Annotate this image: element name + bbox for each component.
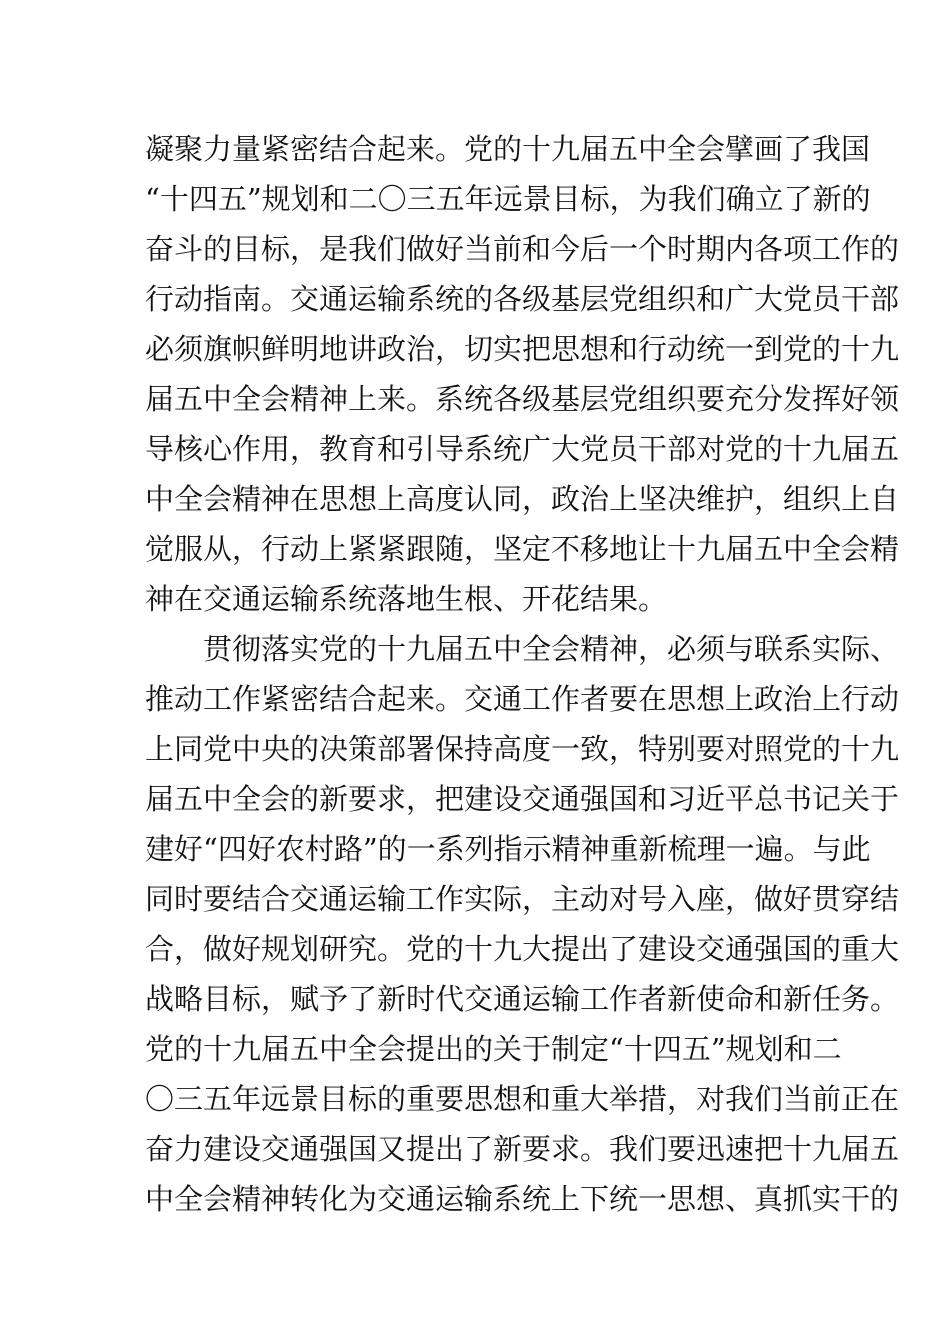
text-line: “十四五”规划和二〇三五年远景目标，为我们确立了新的 (145, 182, 871, 216)
text-line: 行动指南。交通运输系统的各级基层党组织和广大党员干部 (145, 282, 900, 316)
text-line: 凝聚力量紧密结合起来。党的十九届五中全会擘画了我国 (145, 132, 871, 166)
text-line: 同时要结合交通运输工作实际，主动对号入座，做好贯穿结 (145, 882, 900, 916)
text-line: 中全会精神在思想上高度认同，政治上坚决维护，组织上自 (145, 482, 900, 516)
text-line: 合，做好规划研究。党的十九大提出了建设交通强国的重大 (145, 932, 900, 966)
text-line: 上同党中央的决策部署保持高度一致，特别要对照党的十九 (145, 732, 900, 766)
text-line: 〇三五年远景目标的重要思想和重大举措，对我们当前正在 (145, 1082, 900, 1116)
text-line: 届五中全会的新要求，把建设交通强国和习近平总书记关于 (145, 782, 900, 816)
text-line: 届五中全会精神上来。系统各级基层党组织要充分发挥好领 (145, 382, 900, 416)
text-line: 中全会精神转化为交通运输系统上下统一思想、真抓实干的 (145, 1182, 900, 1216)
text-line: 神在交通运输系统落地生根、开花结果。 (145, 582, 668, 616)
text-line: 导核心作用，教育和引导系统广大党员干部对党的十九届五 (145, 432, 900, 466)
text-line: 战略目标，赋予了新时代交通运输工作者新使命和新任务。 (145, 982, 900, 1016)
text-line: 奋斗的目标，是我们做好当前和今后一个时期内各项工作的 (145, 232, 900, 266)
text-line: 觉服从，行动上紧紧跟随，坚定不移地让十九届五中全会精 (145, 532, 900, 566)
text-line: 必须旗帜鲜明地讲政治，切实把思想和行动统一到党的十九 (145, 332, 900, 366)
text-line: 建好“四好农村路”的一系列指示精神重新梳理一遍。与此 (145, 832, 871, 866)
paragraph-first-line: 贯彻落实党的十九届五中全会精神，必须与联系实际、 (203, 632, 900, 666)
text-line: 党的十九届五中全会提出的关于制定“十四五”规划和二 (145, 1032, 842, 1066)
text-line: 推动工作紧密结合起来。交通工作者要在思想上政治上行动 (145, 682, 900, 716)
text-line: 奋力建设交通强国又提出了新要求。我们要迅速把十九届五 (145, 1132, 900, 1166)
